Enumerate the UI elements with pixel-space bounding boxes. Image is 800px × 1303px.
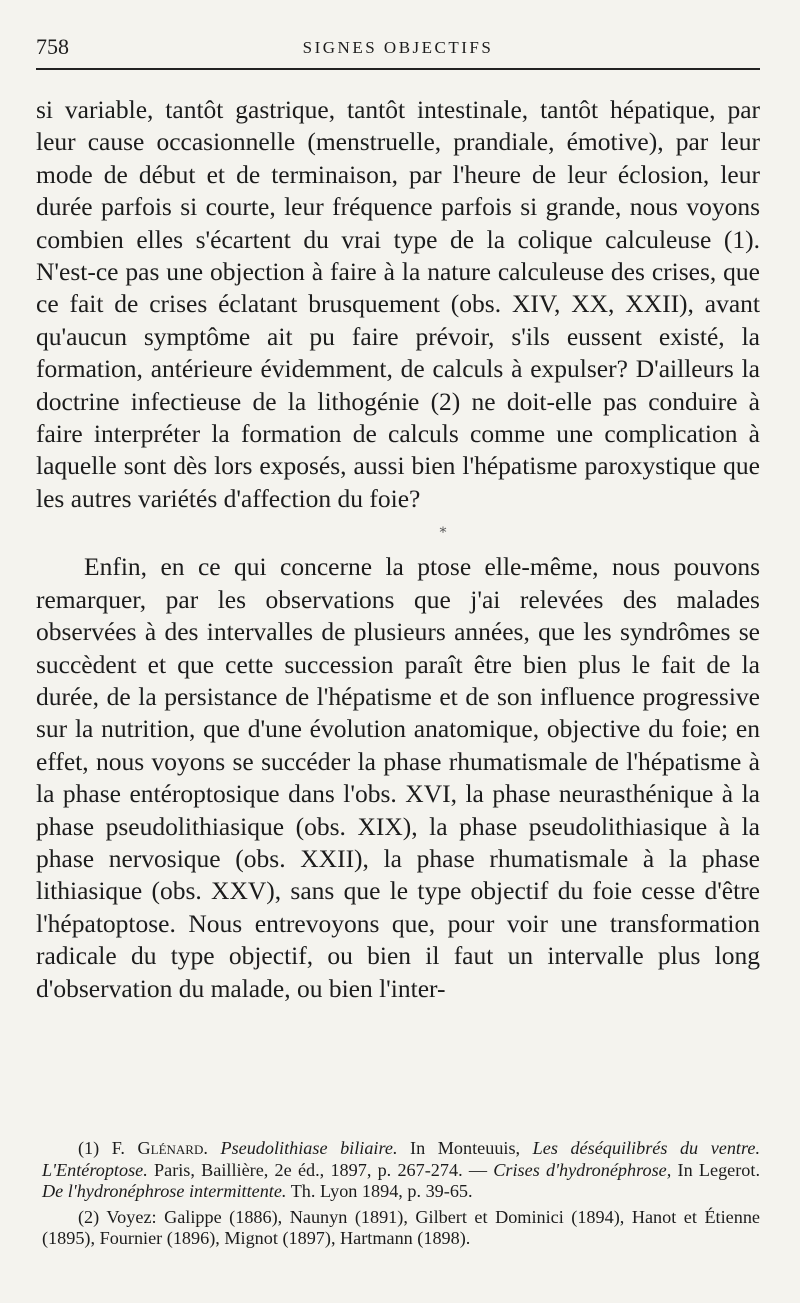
footnote-1-author: Glénard. [137, 1138, 208, 1158]
footnote-1-text-2: Paris, Baillière, 2e éd., 1897, p. 267-274. — [147, 1159, 494, 1180]
footnote-1-title-1: Pseudolithiase biliaire. [220, 1138, 398, 1158]
header-rule [36, 68, 760, 70]
body-paragraph-1: si variable, tantôt gastrique, tantôt intestinale, tantôt hépatique, par leur cause occasionnelle (menstruelle, prandiale, émotive), par leur mode de début et de terminaison, par l'heure de leur éclosion, leur durée parfois si courte, leur fréquence parfois si grande, nous voyons combien elles s'écartent du vrai type de la colique calculeuse (1). N'est-ce pas une objection à faire à la nature calculeuse des crises, que ce fait de crises éclatant brusquement (obs. XIV, XX, XXII), avant qu'aucun symptôme ait pu faire prévoir, s'ils eussent existé, la formation, antérieure évidemment, de calculs à expulser? D'ailleurs la doctrine infectieuse de la lithogénie (2) ne doit-elle pas conduire à faire interpréter la formation de calculs comme une complication à laquelle sont dès lors exposés, aussi bien l'hépatisme paroxystique que les autres variétés d'affection du foie? [36, 95, 760, 513]
footnote-1-title-4: De l'hydronéphrose intermittente. [42, 1181, 287, 1201]
page-number: 758 [36, 34, 69, 59]
running-title: SIGNES OBJECTIFS [302, 38, 494, 57]
footnote-1 [42, 1138, 760, 1203]
footnotes [42, 1138, 760, 1254]
footnote-1-marker: (1) F. [78, 1138, 138, 1158]
running-header [36, 28, 760, 64]
footnote-1-title-3: Crises d'hydronéphrose, [493, 1159, 672, 1180]
footnote-1-text-4: Th. Lyon 1894, p. 39-65. [286, 1181, 473, 1201]
footnote-1-title-2: Les déséquilibrés du ventre. L'Entéroptose. [42, 1138, 761, 1180]
footnote-2: (2) Voyez: Galippe (1886), Naunyn (1891), Gilbert et Dominici (1894), Hanot et Étienne (1895), Fournier (1896), Mignot (1897), Hartmann (1898). [42, 1206, 760, 1248]
section-ornament: * [439, 525, 447, 542]
body-paragraph-2: Enfin, en ce qui concerne la ptose elle-même, nous pouvons remarquer, par les observations que j'ai relevées des malades observées à des intervalles de plusieurs années, que les syndrômes se succèdent et que cette succession paraît être bien plus le fait de la durée, de la persistance de l'hépatisme et de son influence progressive sur la nutrition, que d'une évolution anatomique, objective du foie; en effet, nous voyons se succéder la phase rhumatismale de l'hépatisme à la phase entéroptosique dans l'obs. XVI, la phase neurasthénique à la phase pseudolithiasique (obs. XIX), la phase pseudolithiasique à la phase nervosique (obs. XXII), la phase rhumatismale à la phase lithiasique (obs. XXV), sans que le type objectif du foie cesse d'être l'hépatoptose. Nous entrevoyons que, pour voir une transformation radicale du type objectif, ou bien il faut un intervalle plus long d'observation du malade, ou bien l'inter- [36, 552, 760, 1003]
footnote-1-text-1: In Monteuuis, [397, 1138, 533, 1158]
footnote-1-text-3: In Legerot. [671, 1159, 761, 1180]
